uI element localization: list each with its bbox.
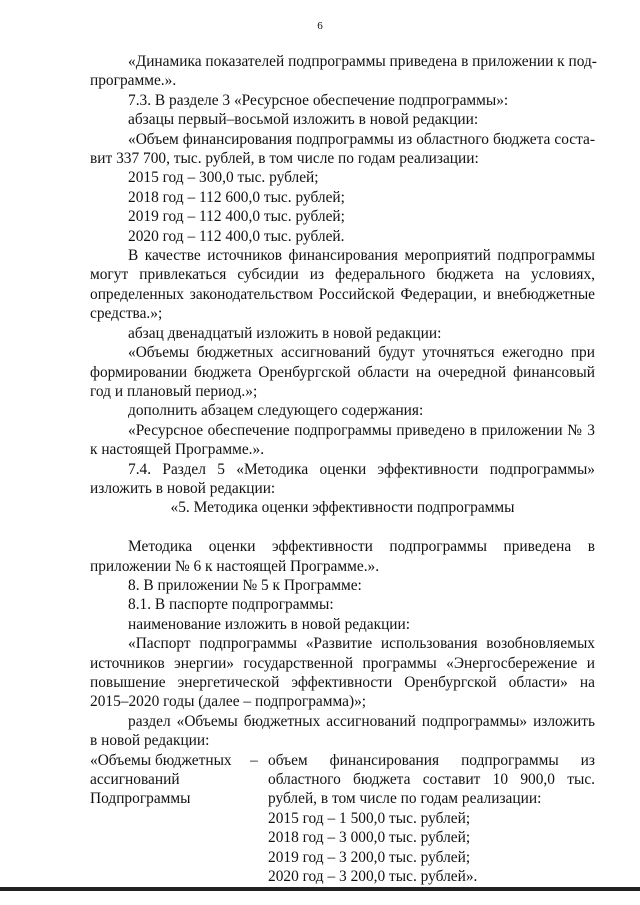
year-2019: 2019 год – 112 400,0 тыс. рублей;: [128, 208, 345, 226]
allocations-year-2020: 2020 год – 3 200,0 тыс. рублей».: [268, 868, 478, 886]
paragraph-section-edit: раздел «Объемы бюджетных ассигнований подпрограммы» изложить в новой редакции:: [90, 712, 595, 750]
year-2020: 2020 год – 112 400,0 тыс. рублей.: [128, 227, 345, 245]
allocations-value-text: объем финансирования подпрограммы из областного бюджета составит 10 900,0 тыс. рублей, в том числе по годам реализации:: [268, 751, 595, 808]
page-number: 6: [317, 20, 323, 32]
paragraph-funding-line2: вит 337 700, тыс. рублей, в том числе по годам реализации:: [90, 150, 479, 168]
paragraph-name-edit: наименование изложить в новой редакции:: [128, 615, 411, 633]
paragraph-abzac-12: абзац двенадцатый изложить в новой редакции:: [128, 324, 442, 342]
bottom-rule: [0, 887, 640, 891]
allocations-label-cell: [90, 751, 240, 887]
paragraph-abzacy: абзацы первый–восьмой изложить в новой редакции:: [128, 111, 479, 129]
item-7-3: 7.3. В разделе 3 «Ресурсное обеспечение подпрограммы»:: [128, 91, 509, 109]
allocations-dash: –: [250, 751, 258, 769]
allocations-year-2019: 2019 год – 3 200,0 тыс. рублей;: [268, 848, 471, 866]
paragraph-supplement: дополнить абзацем следующего содержания:: [128, 402, 424, 420]
paragraph-resource-appendix: «Ресурсное обеспечение подпрограммы приведено в приложении № 3 к настоящей Программе.».: [90, 421, 595, 459]
year-2015: 2015 год – 300,0 тыс. рублей;: [128, 169, 319, 187]
allocations-table: [90, 751, 595, 887]
allocations-value-cell: [268, 751, 595, 887]
paragraph-allocations: «Объемы бюджетных ассигнований будут уточняться ежегодно при формировании бюджета Оренбургской области на очередной финансовый год и плановый период.»;: [90, 344, 595, 400]
blank-line: [90, 518, 595, 537]
document-body: [90, 52, 595, 886]
year-2018: 2018 год – 112 600,0 тыс. рублей;: [128, 188, 345, 206]
item-8-1: 8.1. В паспорте подпрограммы:: [128, 596, 334, 614]
item-7-4: 7.4. Раздел 5 «Методика оценки эффективности подпрограммы» изложить в новой редакции:: [90, 460, 595, 497]
paragraph-dynamics-line1: «Динамика показателей подпрограммы приведена в приложении к под-: [128, 53, 597, 70]
paragraph-passport: «Паспорт подпрограммы «Развитие использования возобновляемых источников энергии» государственной программы «Энергосбережение и повышение энергетической эффективности Оренбургской области» на 2015–2020 годы (далее – подпрограмма)»;: [90, 635, 595, 711]
allocations-year-2018: 2018 год – 3 000,0 тыс. рублей;: [268, 829, 471, 847]
paragraph-sources: В качестве источников финансирования мероприятий подпрограммы могут привлекаться субсидии из федерального бюджета на условиях, определенных законодательством Российской Федерации, и внебюджетные средства.»;: [90, 247, 595, 323]
item-8: 8. В приложении № 5 к Программе:: [128, 576, 362, 594]
section-heading-5: «5. Методика оценки эффективности подпрограммы: [170, 499, 515, 517]
allocations-year-2015: 2015 год – 1 500,0 тыс. рублей;: [268, 809, 471, 827]
paragraph-funding-line1: «Объем финансирования подпрограммы из областного бюджета соста-: [128, 130, 595, 148]
allocations-label-line1: «Объемы бюджетных: [90, 751, 232, 769]
allocations-label-line2: ассигнований: [90, 771, 180, 789]
allocations-label-line3: Подпрограммы: [90, 790, 191, 808]
paragraph-methodology: Методика оценки эффективности подпрограммы приведена в приложении № 6 к настоящей Программе.».: [90, 538, 595, 575]
paragraph-dynamics-line2: программе.».: [90, 72, 177, 90]
